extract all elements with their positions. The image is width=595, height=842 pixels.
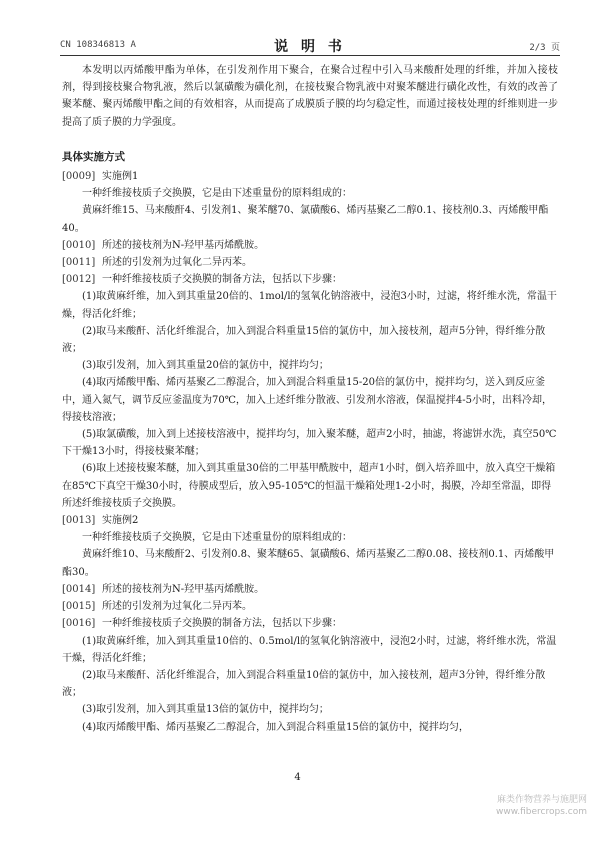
paragraph (62, 581, 558, 598)
paragraph (62, 667, 558, 701)
paragraph (62, 598, 558, 615)
paragraph-text: 一种纤维接枝质子交换膜，它是由下述重量份的原料组成的： (82, 532, 352, 544)
section-heading: 具体实施方式 (62, 150, 125, 163)
paragraph-text: 一种纤维接枝质子交换膜的制备方法，包括以下步骤： (102, 618, 342, 630)
paragraph (62, 701, 558, 718)
paragraph-number: [0010] (62, 239, 96, 251)
paragraph (62, 374, 558, 426)
paragraph (62, 529, 558, 546)
paragraph (62, 237, 558, 254)
paragraph-text: 一种纤维接枝质子交换膜，它是由下述重量份的原料组成的： (82, 188, 352, 200)
page-header (60, 36, 560, 56)
header-rule (60, 55, 560, 56)
paragraph-number: [0011] (62, 257, 96, 269)
paragraph (62, 546, 558, 580)
paragraph (62, 512, 558, 529)
paragraph-number: [0016] (62, 618, 96, 630)
paragraph-text: 所述的引发剂为过氧化二异丙苯。 (102, 257, 252, 269)
intro-paragraph: 本发明以丙烯酸甲酯为单体，在引发剂作用下聚合，在聚合过程中引入马来酸酐处理的纤维，并加入接枝剂，得到接枝聚合物乳液，然后以氯磺酸为磺化剂，在接枝聚合物乳液中对聚苯醚进行磺化改性，有效的改善了聚苯醚、聚丙烯酸甲酯之间的有效相容，从而提高了成膜质子膜的均匀稳定性，而通过接枝处理的纤维则进一步提高了质子膜的力学强度。 (62, 65, 558, 128)
watermark (496, 794, 587, 818)
paragraph-text: 所述的引发剂为过氧化二异丙苯。 (102, 601, 252, 613)
paragraph-text: (4)取丙烯酸甲酯、烯丙基聚乙二醇混合，加入到混合料重量15倍的氯仿中，搅拌均匀， (82, 721, 469, 733)
paragraph-text: (3)取引发剂，加入到其重量20倍的氯仿中，搅拌均匀； (82, 360, 329, 372)
paragraph-number: [0014] (62, 583, 96, 595)
paragraph (62, 202, 558, 236)
paragraph (62, 426, 558, 460)
paragraph (62, 323, 558, 357)
paragraph-text: (5)取氯磺酸，加入到上述接枝溶液中，搅拌均匀，加入聚苯醚，超声2小时，抽滤，将滤饼水洗，真空50℃下干燥13小时，得接枝聚苯醚； (62, 429, 557, 458)
paragraph-text: (1)取黄麻纤维，加入到其重量20倍的、1mol/l的氢氧化钠溶液中，浸泡3小时，过滤，将纤维水洗，常温干燥，得活化纤维； (62, 291, 557, 320)
paragraph-text: (2)取马来酸酐、活化纤维混合，加入到混合料重量15倍的氯仿中，加入接枝剂，超声5分钟，得纤维分散液； (62, 325, 546, 355)
paragraph (62, 633, 558, 667)
paragraph (62, 168, 558, 185)
paragraph (62, 719, 558, 736)
paragraph-text: 黄麻纤维10、马来酸酐2、引发剂0.8、聚苯醚65、氯磺酸6、烯丙基聚乙二醇0.08、接枝剂0.1、丙烯酸甲酯30。 (62, 549, 555, 578)
paragraph-text: (4)取丙烯酸甲酯、烯丙基聚乙二醇混合，加入到混合料重量15-20倍的氯仿中，搅拌均匀，送入到反应釜中，通入氮气，调节反应釜温度为70℃，加入上述纤维分散液、引发剂水溶液，保温搅拌4-5小时，出料冷却，得接枝溶液； (62, 377, 553, 423)
paragraph-number: [0009] (62, 171, 96, 183)
paragraph-text: 所述的接枝剂为N-羟甲基丙烯酰胺。 (102, 583, 265, 595)
paragraph-text: 一种纤维接枝质子交换膜的制备方法，包括以下步骤： (102, 274, 342, 286)
paragraph-text: (2)取马来酸酐、活化纤维混合，加入到混合料重量10倍的氯仿中，加入接枝剂，超声3分钟，得纤维分散液； (62, 669, 546, 699)
paragraph (62, 615, 558, 632)
paragraph-text: (3)取引发剂，加入到其重量13倍的氯仿中，搅拌均匀； (82, 704, 329, 716)
doc-number: CN 108346813 A (60, 40, 136, 50)
paragraph-text: 所述的接枝剂为N-羟甲基丙烯酰胺。 (102, 239, 265, 251)
page-ref: 2/3 页 (529, 43, 560, 53)
paragraph-number: [0012] (62, 274, 96, 286)
watermark-line-1: 麻类作物营养与施肥网 (496, 795, 587, 805)
paragraph (62, 460, 558, 512)
watermark-line-2: www.fibercrops.com (496, 807, 587, 817)
paragraph-text: 黄麻纤维15、马来酸酐4、引发剂1、聚苯醚70、氯磺酸6、烯丙基聚乙二醇0.1、接枝剂0.3、丙烯酸甲酯40。 (62, 205, 549, 234)
paragraph (62, 288, 558, 322)
paragraph-number: [0015] (62, 601, 96, 613)
paragraph-text: (1)取黄麻纤维，加入到其重量10倍的、0.5mol/l的氢氧化钠溶液中，浸泡2小时，过滤，将纤维水洗，常温干燥，得活化纤维； (62, 635, 557, 664)
paragraph (62, 271, 558, 288)
paragraph-text: 实施例2 (102, 515, 139, 527)
paragraph-number: [0013] (62, 515, 96, 527)
doc-title: 说 明 书 (274, 39, 346, 55)
paragraph-list (62, 168, 558, 736)
paragraph (62, 357, 558, 374)
paragraph (62, 185, 558, 202)
paragraph-text: 实施例1 (102, 171, 139, 183)
page-number: 4 (294, 772, 301, 783)
paragraph-text: (6)取上述接枝聚苯醚，加入到其重量30倍的二甲基甲酰胺中，超声1小时，倒入培养皿中，放入真空干燥箱在85℃下真空干燥30小时，待膜成型后，放入95-105℃的恒温干燥箱处理1-2小时，揭膜，冷却至常温，即得所述纤维接枝质子交换膜。 (62, 463, 556, 509)
document-body (62, 62, 558, 736)
paragraph (62, 254, 558, 271)
